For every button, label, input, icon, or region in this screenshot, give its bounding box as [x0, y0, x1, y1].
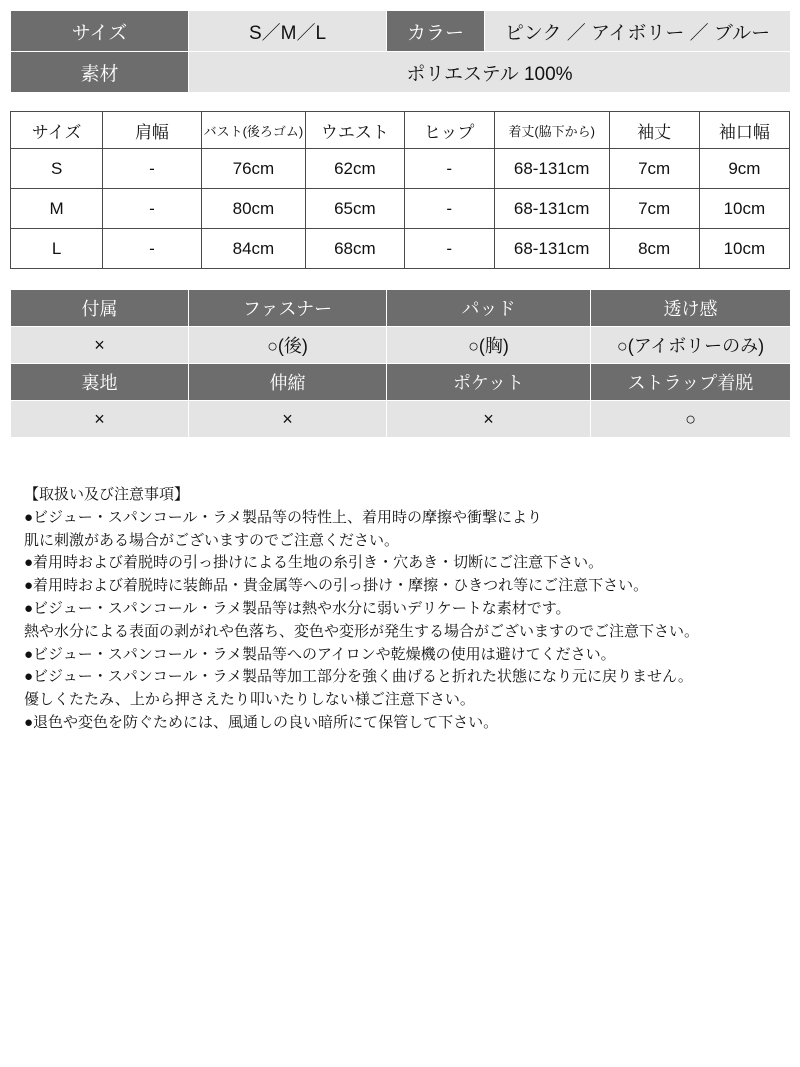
feature-label-strap: ストラップ着脱 — [591, 364, 791, 401]
feature-value-pad: ○(胸) — [387, 327, 591, 364]
feature-value-strap: ○ — [591, 401, 791, 438]
size-col-header: 着丈(脇下から) — [494, 112, 609, 149]
table-row — [11, 149, 790, 189]
spec-value-material: ポリエステル 100% — [189, 52, 791, 93]
feature-value-pocket: × — [387, 401, 591, 438]
size-cell: - — [103, 229, 201, 269]
size-cell: - — [404, 149, 494, 189]
size-col-header: 袖口幅 — [699, 112, 789, 149]
size-cell: - — [404, 189, 494, 229]
feature-label-accessory: 付属 — [11, 290, 189, 327]
table-row — [11, 229, 790, 269]
table-header-row — [11, 112, 790, 149]
size-col-header: ヒップ — [404, 112, 494, 149]
feature-value-stretch: × — [189, 401, 387, 438]
feature-label-stretch: 伸縮 — [189, 364, 387, 401]
notes-line: ●ビジュー・スパンコール・ラメ製品等の特性上、着用時の摩擦や衝撃により — [24, 508, 543, 526]
spec-value-size: S／M／L — [189, 11, 387, 52]
spec-value-color: ピンク ／ アイボリー ／ ブルー — [485, 11, 791, 52]
size-cell: - — [103, 149, 201, 189]
table-row — [11, 290, 791, 327]
spec-label-material: 素材 — [11, 52, 189, 93]
feature-value-zipper: ○(後) — [189, 327, 387, 364]
size-cell: 62cm — [306, 149, 404, 189]
feature-table — [10, 289, 791, 438]
size-col-header: ウエスト — [306, 112, 404, 149]
size-cell: 7cm — [609, 189, 699, 229]
size-cell: 68cm — [306, 229, 404, 269]
spec-label-color: カラー — [387, 11, 485, 52]
notes-line: ●着用時および着脱時に装飾品・貴金属等への引っ掛け・摩擦・ひきつれ等にご注意下さい。 — [24, 577, 649, 595]
size-cell: - — [103, 189, 201, 229]
feature-value-sheerness: ○(アイボリーのみ) — [591, 327, 791, 364]
size-cell: 76cm — [201, 149, 306, 189]
size-cell: 10cm — [699, 229, 789, 269]
notes-line: ●着用時および着脱時の引っ掛けによる生地の糸引き・穴あき・切断にご注意下さい。 — [24, 554, 604, 572]
notes-line: ●退色や変色を防ぐためには、風通しの良い暗所にて保管して下さい。 — [24, 713, 499, 731]
size-cell: 68-131cm — [494, 189, 609, 229]
feature-label-lining: 裏地 — [11, 364, 189, 401]
table-row — [11, 11, 791, 52]
size-col-header: 肩幅 — [103, 112, 201, 149]
size-cell: 80cm — [201, 189, 306, 229]
table-row — [11, 401, 791, 438]
feature-value-accessory: × — [11, 327, 189, 364]
notes-line: ●ビジュー・スパンコール・ラメ製品等へのアイロンや乾燥機の使用は避けてください。 — [24, 645, 616, 663]
size-col-header: バスト(後ろゴム) — [201, 112, 306, 149]
table-row — [11, 52, 791, 93]
size-cell: S — [11, 149, 103, 189]
size-cell: 9cm — [699, 149, 789, 189]
feature-value-lining: × — [11, 401, 189, 438]
size-cell: M — [11, 189, 103, 229]
feature-label-pocket: ポケット — [387, 364, 591, 401]
care-instructions — [10, 484, 790, 735]
feature-label-zipper: ファスナー — [189, 290, 387, 327]
size-cell: - — [404, 229, 494, 269]
table-row — [11, 189, 790, 229]
size-cell: 8cm — [609, 229, 699, 269]
notes-line: ●ビジュー・スパンコール・ラメ製品等は熱や水分に弱いデリケートな素材です。 — [24, 599, 571, 617]
size-cell: 65cm — [306, 189, 404, 229]
notes-line: 肌に刺激がある場合がございますのでご注意ください。 — [24, 531, 400, 549]
size-cell: L — [11, 229, 103, 269]
notes-line: 熱や水分による表面の剥がれや色落ち、変色や変形が発生する場合がございますのでご注意下さい。 — [24, 622, 700, 640]
feature-label-pad: パッド — [387, 290, 591, 327]
notes-line: ●ビジュー・スパンコール・ラメ製品等加工部分を強く曲げると折れた状態になり元に戻りません。 — [24, 668, 693, 686]
size-measurement-table — [10, 111, 790, 269]
notes-line: 優しくたたみ、上から押さえたり叩いたりしない様ご注意下さい。 — [24, 691, 475, 709]
spec-label-size: サイズ — [11, 11, 189, 52]
size-cell: 10cm — [699, 189, 789, 229]
size-cell: 7cm — [609, 149, 699, 189]
notes-title: 【取扱い及び注意事項】 — [24, 486, 190, 503]
feature-label-sheerness: 透け感 — [591, 290, 791, 327]
spec-summary-table — [10, 10, 791, 93]
size-cell: 68-131cm — [494, 149, 609, 189]
size-col-header: サイズ — [11, 112, 103, 149]
size-cell: 68-131cm — [494, 229, 609, 269]
table-row — [11, 327, 791, 364]
size-col-header: 袖丈 — [609, 112, 699, 149]
table-row — [11, 364, 791, 401]
size-cell: 84cm — [201, 229, 306, 269]
